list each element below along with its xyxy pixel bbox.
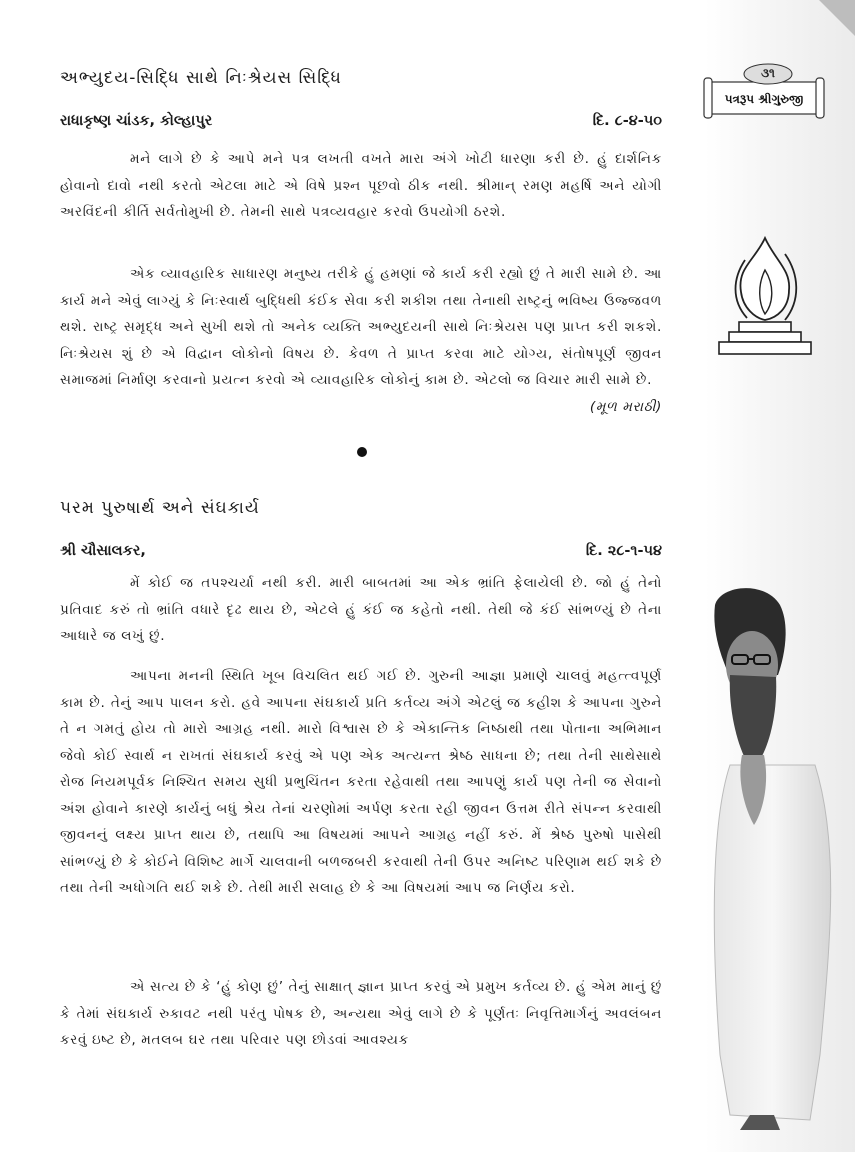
letter1-paragraph-2 (60, 261, 662, 420)
flame-altar-icon (715, 230, 815, 360)
letter1-sender: રાધાકૃષ્ણ ચાંડક, કોલ્હાપુર (60, 113, 213, 129)
letter1-date: દિ. ૮-૪-૫૦ (592, 113, 662, 129)
letter2-heading: પરમ પુરુષાર્થ અને સંઘકાર્ય (60, 498, 260, 518)
letter2-sender: શ્રી ચૌસાલકર, (60, 543, 146, 559)
guruji-photo (690, 585, 855, 1135)
letter2-date: દિ. ૨૮-૧-૫૪ (585, 543, 662, 559)
letter1-paragraph-2-text: એક વ્યાવહારિક સાધારણ મનુષ્ય તરીકે હું હમણાં જે કાર્ય કરી રહ્યો છું તે મારી સામે છે. આ કાર્ય મને એવું લાગ્યું કે નિઃસ્વાર્થ બુદ્ધિથી કંઈક સેવા કરી શકીશ તથા તેનાથી રાષ્ટ્રનું ભવિષ્ય ઉજ્જવળ થશે. રાષ્ટ્ર સમૃદ્ધ અને સુખી થશે તો અનેક વ્યક્તિ અભ્યુદયની સાથે નિઃશ્રેયસ પણ પ્રાપ્ત કરી શકશે. નિઃશ્રેયસ શું છે એ વિદ્વાન લોકોનો વિષય છે. કેવળ તે પ્રાપ્ત કરવા માટે યોગ્ય, સંતોષપૂર્ણ જીવન સમાજમાં નિર્માણ કરવાનો પ્રયત્ન કરવો એ વ્યાવહારિક લોકોનું કામ છે. એટલો જ વિચાર મારી સામે છે. (60, 266, 662, 388)
letter1-paragraph-1: મને લાગે છે કે આપે મને પત્ર લખતી વખતે મારા અંગે ખોટી ધારણા કરી છે. હું દાર્શનિક હોવાનો દાવો નથી કરતો એટલા માટે એ વિષે પ્રશ્ન પૂછવો ઠીક નથી. શ્રીમાન્ રમણ મહર્ષિ અને યોગી અરવિંદની કીર્તિ સર્વતોમુખી છે. તેમની સાથે પત્રવ્યવહાર કરવો ઉપયોગી ઠરશે. (60, 151, 662, 220)
letter2-paragraph-2: આપના મનની સ્થિતિ ખૂબ વિચલિત થઈ ગઈ છે. ગુરુની આજ્ઞા પ્રમાણે ચાલવું મહત્ત્વપૂર્ણ કામ છે. તેનું આપ પાલન કરો. હવે આપના સંઘકાર્ય પ્રતિ કર્તવ્ય અંગે એટલું જ કહીશ કે આપના ગુરુને તે ન ગમતું હોય તો મારો આગ્રહ નથી. મારો વિશ્વાસ છે કે એકાન્તિક નિષ્ઠાથી તથા પોતાના અભિમાન જેવો કોઈ સ્વાર્થ ન રાખતાં સંઘકાર્ય કરવું એ પણ એક અત્યન્ત શ્રેષ્ઠ સાધના છે; તથા તેની સાથેસાથે રોજ નિયમપૂર્વક નિશ્ચિત સમય સુધી પ્રભુચિંતન કરતા રહેવાથી તથા આપણું કાર્ય પણ તેની જ સેવાનો અંશ હોવાને કારણે કાર્યનું બધું શ્રેય તેનાં ચરણોમાં અર્પણ કરતા રહી જીવન ઉત્તમ રીતે સંપન્ન કરવાથી જીવનનું લક્ષ્ય પ્રાપ્ત થાય છે, તથાપિ આ વિષયમાં આપને આગ્રહ નહીં કરું. મેં શ્રેષ્ઠ પુરુષો પાસેથી સાંભળ્યું છે કે કોઈને વિશિષ્ટ માર્ગે ચાલવાની બળજબરી કરવાથી તેની ઉપર અનિષ્ટ પરિણામ થઈ શકે છે તથા તેની અધોગતિ થઈ શકે છે. તેથી મારી સલાહ છે કે આ વિષયમાં આપ જ નિર્ણય કરો. (60, 668, 662, 896)
translation-note: (મૂળ મરાઠી) (589, 398, 662, 415)
book-title: પત્રરૂપ શ્રીગુરુજી (724, 92, 804, 106)
section-separator-bullet (357, 447, 367, 457)
letter1-heading: અભ્યુદય-સિદ્ધિ સાથે નિઃશ્રેયસ સિદ્ધિ (60, 68, 342, 88)
page-badge (700, 62, 828, 122)
page-corner-fold (819, 0, 855, 36)
page-number: ૩૧ (761, 66, 775, 80)
letter2-paragraph-3: એ સત્ય છે કે ‘હું કોણ છું’ તેનું સાક્ષાત્ જ્ઞાન પ્રાપ્ત કરવું એ પ્રમુખ કર્તવ્ય છે. હું એમ માનું છું કે તેમાં સંઘકાર્ય રુકાવટ નથી પરંતુ પોષક છે, અન્યથા એવું લાગે છે કે પૂર્ણતઃ નિવૃત્તિમાર્ગનું અવલંબન કરવું ઇષ્ટ છે, મતલબ ઘર તથા પરિવાર પણ છોડવાં આવશ્યક (60, 979, 662, 1048)
letter2-paragraph-1: મેં કોઈ જ તપશ્ચર્યા નથી કરી. મારી બાબતમાં આ એક ભ્રાંતિ ફેલાયેલી છે. જો હું તેનો પ્રતિવાદ કરું તો ભ્રાંતિ વધારે દૃઢ થાય છે, એટલે હું કંઈ જ કહેતો નથી. તેથી જે કંઈ સાંભળ્યું છે તેના આધારે જ લખું છું. (60, 575, 662, 644)
